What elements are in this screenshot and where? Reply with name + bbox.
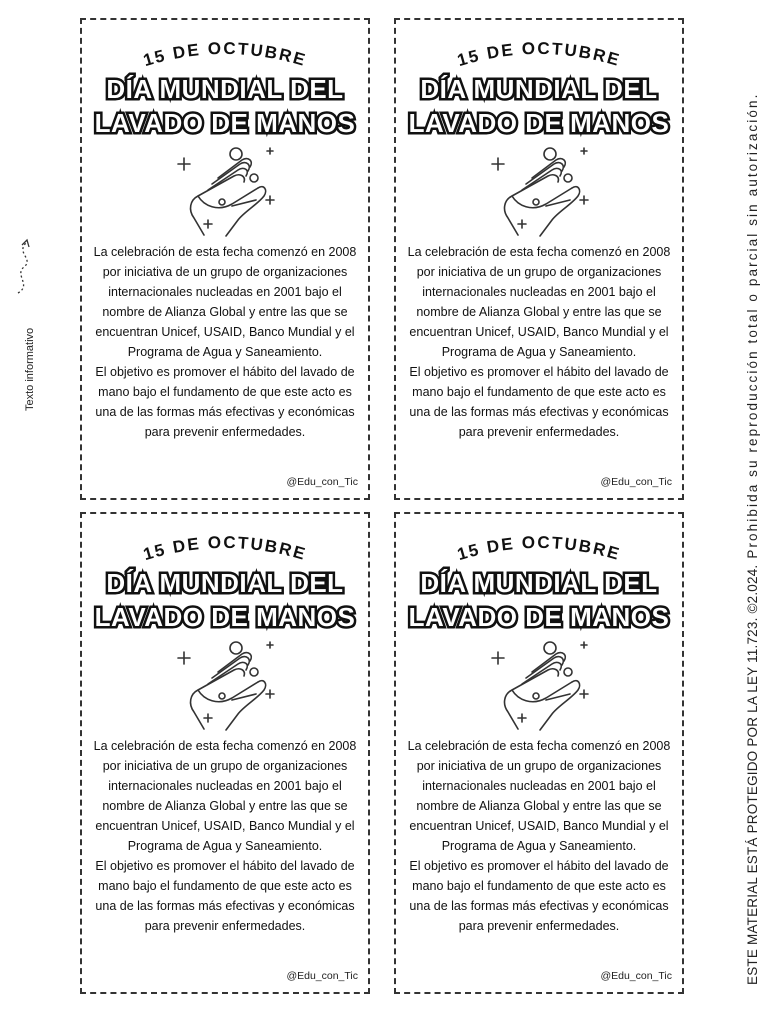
- card-date: [130, 32, 320, 72]
- copyright-rights: Prohibida su reproducción total o parcial sin autorización.: [745, 92, 760, 559]
- card-body: La celebración de esta fecha comenzó en 2008 por iniciativa de un grupo de organizaciones internacionales nucleadas en 2001 bajo el nombre de Alianza Global y entre las que se encuentran Unicef, USAID, Banco Mundial y el Programa de Agua y Saneamiento. El objetivo es promover el hábito del lavado de mano bajo el fundamento de que este acto es una de las formas más efectivas y económicas para prevenir enfermedades.: [407, 245, 671, 439]
- card-date-text: 15 DE OCTUBRE: [141, 532, 309, 565]
- card-title: [82, 72, 368, 140]
- card-body: La celebración de esta fecha comenzó en 2008 por iniciativa de un grupo de organizaciones internacionales nucleadas en 2001 bajo el nombre de Alianza Global y entre las que se encuentran Unicef, USAID, Banco Mundial y el Programa de Agua y Saneamiento. El objetivo es promover el hábito del lavado de mano bajo el fundamento de que este acto es una de las formas más efectivas y económicas para prevenir enfermedades.: [93, 245, 357, 439]
- info-card: [394, 18, 684, 500]
- card-title: [396, 72, 682, 140]
- card-title-line2: LAVADO DE MANOS: [94, 602, 356, 632]
- svg-text:15 DE OCTUBRE: [455, 533, 623, 564]
- hand-washing-icon: [174, 140, 284, 238]
- hand-washing-icon: [488, 634, 598, 732]
- svg-text:15 DE OCTUBRE: [141, 39, 309, 70]
- svg-text:15 DE OCTUBRE: [141, 533, 309, 564]
- copyright-law: ESTE MATERIAL ESTÁ PROTEGIDO POR LA LEY 11.723. ©2.024.: [745, 564, 760, 985]
- card-date-text: 15 DE OCTUBRE: [141, 38, 309, 71]
- side-label-text: Texto informativo: [24, 327, 36, 411]
- card-credit: @Edu_con_Tic: [600, 970, 672, 982]
- hand-washing-icon: [488, 140, 598, 238]
- card-title: [396, 566, 682, 634]
- copyright-notice: [745, 10, 760, 985]
- card-title-line1: DÍA MUNDIAL DEL: [420, 568, 658, 598]
- card-date: [130, 526, 320, 566]
- card-date: [444, 32, 634, 72]
- card-body: La celebración de esta fecha comenzó en 2008 por iniciativa de un grupo de organizaciones internacionales nucleadas en 2001 bajo el nombre de Alianza Global y entre las que se encuentran Unicef, USAID, Banco Mundial y el Programa de Agua y Saneamiento. El objetivo es promover el hábito del lavado de mano bajo el fundamento de que este acto es una de las formas más efectivas y económicas para prevenir enfermedades.: [93, 739, 357, 933]
- card-date-text: 15 DE OCTUBRE: [455, 532, 623, 565]
- card-credit: @Edu_con_Tic: [600, 476, 672, 488]
- card-title-line2: LAVADO DE MANOS: [94, 108, 356, 138]
- info-card: [394, 512, 684, 994]
- card-title-line2: LAVADO DE MANOS: [408, 602, 670, 632]
- info-card: [80, 512, 370, 994]
- card-body: La celebración de esta fecha comenzó en 2008 por iniciativa de un grupo de organizaciones internacionales nucleadas en 2001 bajo el nombre de Alianza Global y entre las que se encuentran Unicef, USAID, Banco Mundial y el Programa de Agua y Saneamiento. El objetivo es promover el hábito del lavado de mano bajo el fundamento de que este acto es una de las formas más efectivas y económicas para prevenir enfermedades.: [407, 739, 671, 933]
- card-credit: @Edu_con_Tic: [286, 476, 358, 488]
- svg-text:15 DE OCTUBRE: [455, 39, 623, 70]
- card-title-line1: DÍA MUNDIAL DEL: [106, 74, 344, 104]
- info-card: [80, 18, 370, 500]
- card-title: [82, 566, 368, 634]
- card-date-text: 15 DE OCTUBRE: [455, 38, 623, 71]
- card-title-line1: DÍA MUNDIAL DEL: [106, 568, 344, 598]
- squiggle-arrow-icon: [12, 235, 38, 295]
- card-date: [444, 526, 634, 566]
- card-title-line2: LAVADO DE MANOS: [408, 108, 670, 138]
- side-label: [8, 235, 40, 425]
- hand-washing-icon: [174, 634, 284, 732]
- card-credit: @Edu_con_Tic: [286, 970, 358, 982]
- card-title-line1: DÍA MUNDIAL DEL: [420, 74, 658, 104]
